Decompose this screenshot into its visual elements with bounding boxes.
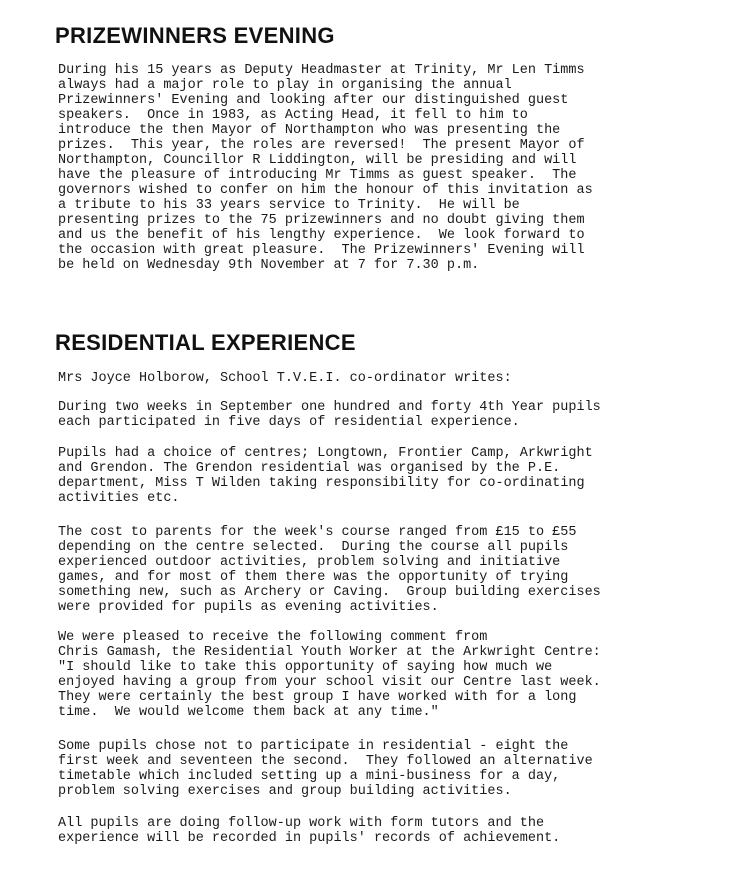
residential-paragraph-followup: All pupils are doing follow-up work with form tutors and the experience will be recorded in pupils' records of achievement. <box>58 816 561 846</box>
residential-paragraph-alternative: Some pupils chose not to participate in residential - eight the first week and seventeen the second. They followed an alternative timetable which included setting up a mini-business for a day, problem solving exercises and group building activities. <box>58 739 593 799</box>
residential-paragraph-centres: Pupils had a choice of centres; Longtown, Frontier Camp, Arkwright and Grendon. The Grendon residential was organised by the P.E. department, Miss T Wilden taking responsibility for co-ordinating activities etc. <box>58 446 593 506</box>
residential-paragraph-cost: The cost to parents for the week's course ranged from £15 to £55 depending on the centre selected. During the course all pupils experienced outdoor activities, problem solving and initiative games, and for most of them there was the opportunity of trying something new, such as Archery or Caving. Group building exercises were provided for pupils as evening activities. <box>58 525 601 615</box>
section-title-prizewinners: PRIZEWINNERS EVENING <box>55 23 335 48</box>
residential-paragraph-intro: During two weeks in September one hundred and forty 4th Year pupils each participated in five days of residential experience. <box>58 400 601 430</box>
residential-byline: Mrs Joyce Holborow, School T.V.E.I. co-ordinator writes: <box>58 371 512 386</box>
prizewinners-paragraph: During his 15 years as Deputy Headmaster at Trinity, Mr Len Timms always had a major role to play in organising the annual Prizewinners' Evening and looking after our distinguished guest speakers. Once in 1983, as Acting Head, it fell to him to introduce the then Mayor of Northampton who was presenting the prizes. This year, the roles are reversed! The present Mayor of Northampton, Councillor R Liddington, will be presiding and will have the pleasure of introducing Mr Timms as guest speaker. The governors wished to confer on him the honour of this invitation as a tribute to his 33 years service to Trinity. He will be presenting prizes to the 75 prizewinners and no doubt giving them and us the benefit of his lengthy experience. We look forward to the occasion with great pleasure. The Prizewinners' Evening will be held on Wednesday 9th November at 7 for 7.30 p.m. <box>58 63 593 273</box>
residential-paragraph-comment: We were pleased to receive the following comment from Chris Gamash, the Residential Youth Worker at the Arkwright Centre: "I should like to take this opportunity of saying how much we enjoyed having a group from your school visit our Centre last week. They were certainly the best group I have worked with for a long time. We would welcome them back at any time." <box>58 630 601 720</box>
section-title-residential: RESIDENTIAL EXPERIENCE <box>55 330 356 355</box>
